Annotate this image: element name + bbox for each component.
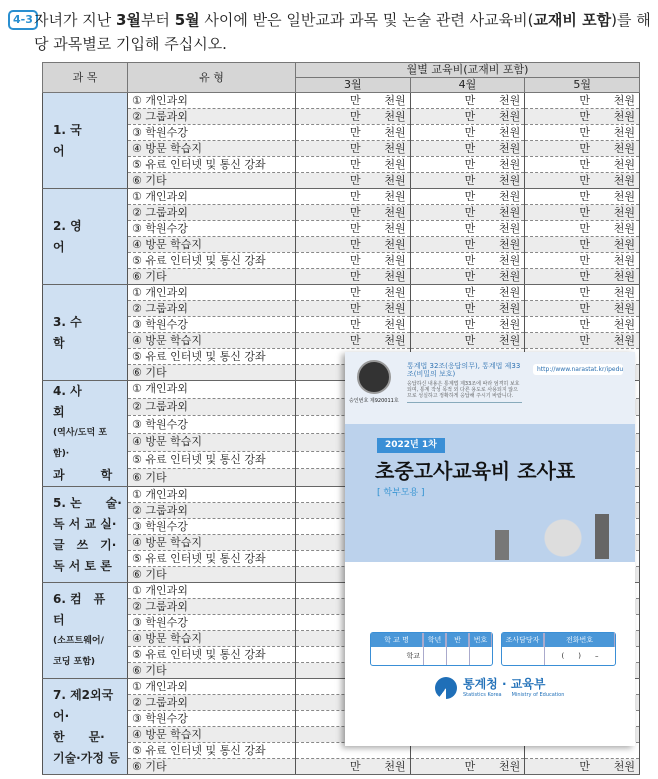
- unit-cheonwon: 천원: [384, 141, 406, 155]
- amount-input[interactable]: [296, 93, 411, 109]
- unit-man: 만: [464, 301, 476, 315]
- table-row: [43, 237, 640, 253]
- type-label: ⑥ 기타: [128, 759, 296, 775]
- subject-cell: [43, 381, 128, 487]
- unit-cheonwon: 천원: [384, 125, 406, 139]
- question-number: 4-3: [8, 10, 38, 30]
- amount-input[interactable]: [525, 285, 640, 301]
- amount-input[interactable]: [410, 221, 525, 237]
- type-label: ⑥ 기타: [128, 469, 296, 487]
- subject-label: (소프트웨어/: [53, 635, 104, 646]
- amount-input[interactable]: [410, 125, 525, 141]
- school-name-value: 학교: [406, 652, 420, 660]
- amount-input[interactable]: [410, 237, 525, 253]
- amount-input[interactable]: [296, 253, 411, 269]
- unit-man: 만: [579, 253, 590, 267]
- unit-cheonwon: 천원: [499, 109, 521, 123]
- surveyor-label: 조사담당자: [502, 633, 544, 647]
- phone-label: 전화번호: [545, 633, 615, 647]
- type-label: ③ 학원수강: [128, 221, 296, 237]
- header-month: 5월: [525, 78, 640, 93]
- unit-man: 만: [579, 125, 590, 139]
- subject-label: (역사/도덕 포함)·: [53, 428, 108, 459]
- url-box: http://www.narastat.kr/ipedu: [533, 364, 623, 375]
- unit-man: 만: [350, 285, 361, 299]
- amount-input[interactable]: [525, 93, 640, 109]
- unit-man: 만: [464, 333, 476, 347]
- subject-label: 4. 사 회: [53, 384, 118, 419]
- type-label: ② 그룹과외: [128, 503, 296, 519]
- unit-cheonwon: 천원: [613, 157, 635, 171]
- unit-man: 만: [464, 317, 476, 331]
- table-row: [43, 109, 640, 125]
- unit-man: 만: [579, 285, 590, 299]
- type-label: ③ 학원수강: [128, 711, 296, 727]
- amount-input[interactable]: [525, 221, 640, 237]
- survey-cover-image: [345, 352, 635, 746]
- unit-cheonwon: 천원: [499, 157, 521, 171]
- unit-man: 만: [350, 221, 361, 235]
- question-text: 자녀가 지난 3월부터 5월 사이에 받은 일반교과 과목 및 논술 관련 사교육비(교재비 포함)를 해당 과목별로 기입해 주십시오.: [34, 11, 651, 53]
- type-label: ⑤ 유료 인터넷 및 통신 강좌: [128, 647, 296, 663]
- amount-input[interactable]: [525, 109, 640, 125]
- subject-cell: [43, 487, 128, 583]
- subject-label: 독 서 교 실·: [53, 516, 117, 531]
- subject-cell: [43, 679, 128, 775]
- amount-input[interactable]: [410, 173, 525, 189]
- taegeuk-icon: [435, 677, 457, 699]
- unit-cheonwon: 천원: [613, 759, 635, 773]
- unit-man: 만: [464, 109, 476, 123]
- unit-cheonwon: 천원: [499, 269, 521, 283]
- amount-input[interactable]: [525, 237, 640, 253]
- unit-man: 만: [579, 333, 590, 347]
- unit-man: 만: [464, 157, 476, 171]
- unit-cheonwon: 천원: [499, 141, 521, 155]
- amount-input[interactable]: [296, 285, 411, 301]
- amount-input[interactable]: [410, 253, 525, 269]
- unit-cheonwon: 천원: [384, 237, 406, 251]
- type-label: ③ 학원수강: [128, 519, 296, 535]
- type-label: ② 그룹과외: [128, 599, 296, 615]
- unit-man: 만: [579, 189, 590, 203]
- amount-input[interactable]: [296, 301, 411, 317]
- amount-input[interactable]: [525, 317, 640, 333]
- amount-input[interactable]: [410, 205, 525, 221]
- amount-input[interactable]: [410, 157, 525, 173]
- type-label: ② 그룹과외: [128, 301, 296, 317]
- type-label: ⑥ 기타: [128, 173, 296, 189]
- type-label: ③ 학원수강: [128, 125, 296, 141]
- subject-label: 6. 컴 퓨 터: [53, 591, 118, 627]
- unit-cheonwon: 천원: [499, 317, 521, 331]
- unit-cheonwon: 천원: [384, 93, 406, 107]
- unit-cheonwon: 천원: [613, 125, 635, 139]
- subject-label: 글 쓰 기·: [53, 537, 117, 552]
- amount-input[interactable]: [296, 109, 411, 125]
- type-label: ④ 방문 학습지: [128, 237, 296, 253]
- subject-cell: [43, 93, 128, 189]
- unit-man: 만: [579, 237, 590, 251]
- subject-label: 7. 제2외국어·: [53, 687, 114, 723]
- amount-input[interactable]: [410, 189, 525, 205]
- type-label: ① 개인과외: [128, 487, 296, 503]
- subject-label: 1. 국 어: [53, 122, 118, 158]
- unit-cheonwon: 천원: [384, 157, 406, 171]
- unit-man: 만: [350, 237, 361, 251]
- unit-man: 만: [579, 93, 590, 107]
- unit-man: 만: [350, 109, 361, 123]
- amount-input[interactable]: [410, 269, 525, 285]
- amount-input[interactable]: [296, 237, 411, 253]
- unit-man: 만: [350, 317, 361, 331]
- type-label: ④ 방문 학습지: [128, 333, 296, 349]
- type-label: ② 그룹과외: [128, 398, 296, 416]
- unit-man: 만: [579, 141, 590, 155]
- unit-man: 만: [464, 221, 476, 235]
- type-label: ⑥ 기타: [128, 365, 296, 381]
- amount-input[interactable]: [296, 157, 411, 173]
- table-row: [43, 93, 640, 109]
- phone-value: ( ) –: [561, 652, 599, 660]
- amount-input[interactable]: [410, 285, 525, 301]
- header-subject: 과 목: [43, 63, 128, 93]
- org-name: 통계청 · 교육부: [463, 677, 546, 691]
- cover-title: 초중고사교육비 조사표: [375, 459, 576, 483]
- subject-label: 과 학: [53, 468, 113, 482]
- unit-cheonwon: 천원: [613, 173, 635, 187]
- unit-cheonwon: 천원: [384, 317, 406, 331]
- amount-input[interactable]: [525, 269, 640, 285]
- unit-cheonwon: 천원: [384, 205, 406, 219]
- amount-input[interactable]: [296, 189, 411, 205]
- subject-label: 독 서 토 론: [53, 558, 112, 573]
- class-label: 반: [447, 633, 469, 647]
- unit-man: 만: [579, 317, 590, 331]
- unit-man: 만: [464, 285, 476, 299]
- unit-man: 만: [350, 189, 361, 203]
- unit-cheonwon: 천원: [613, 237, 635, 251]
- type-label: ③ 학원수강: [128, 615, 296, 631]
- unit-man: 만: [350, 205, 361, 219]
- amount-input[interactable]: [410, 93, 525, 109]
- unit-cheonwon: 천원: [613, 285, 635, 299]
- type-label: ⑤ 유료 인터넷 및 통신 강좌: [128, 743, 296, 759]
- type-label: ⑤ 유료 인터넷 및 통신 강좌: [128, 551, 296, 567]
- org-logo: [435, 677, 564, 699]
- type-label: ② 그룹과외: [128, 109, 296, 125]
- table-row: [43, 301, 640, 317]
- unit-man: 만: [350, 253, 361, 267]
- type-label: ① 개인과외: [128, 381, 296, 399]
- cover-subtitle: [ 학부모용 ]: [377, 488, 425, 498]
- amount-input[interactable]: [410, 141, 525, 157]
- unit-cheonwon: 천원: [499, 221, 521, 235]
- grade-label: 학년: [424, 633, 446, 647]
- type-label: ⑥ 기타: [128, 663, 296, 679]
- notice-text: 응답하신 내용은 통계법 제33조에 따라 엄격히 보호되며, 통계 작성 목적 외 다른 용도로 사용되지 않으므로 성실하고 정확하게 응답해 주시기 바랍니다.: [407, 381, 520, 399]
- unit-man: 만: [464, 253, 476, 267]
- unit-man: 만: [350, 93, 361, 107]
- type-label: ① 개인과외: [128, 189, 296, 205]
- table-row: [43, 189, 640, 205]
- amount-input[interactable]: [296, 317, 411, 333]
- subject-label: 코딩 포함): [53, 656, 96, 667]
- type-label: ② 그룹과외: [128, 205, 296, 221]
- org-en-1: Statistics Korea: [463, 692, 502, 698]
- amount-input[interactable]: [525, 759, 640, 775]
- table-row: [43, 125, 640, 141]
- unit-man: 만: [350, 157, 361, 171]
- type-label: ⑥ 기타: [128, 567, 296, 583]
- law-text: 통계법 32조(응답의무), 통계법 제33조(비밀의 보호): [407, 362, 521, 378]
- unit-man: 만: [350, 173, 361, 187]
- unit-cheonwon: 천원: [613, 269, 635, 283]
- subject-label: 3. 수 학: [53, 314, 118, 350]
- subject-label: 기술·가정 등: [53, 750, 120, 765]
- unit-cheonwon: 천원: [499, 253, 521, 267]
- unit-man: 만: [579, 157, 590, 171]
- number-label: 번호: [470, 633, 492, 647]
- amount-input[interactable]: [525, 301, 640, 317]
- amount-input[interactable]: [525, 205, 640, 221]
- table-row: [43, 205, 640, 221]
- type-label: ⑤ 유료 인터넷 및 통신 강좌: [128, 451, 296, 469]
- unit-man: 만: [464, 93, 476, 107]
- type-label: ④ 방문 학습지: [128, 727, 296, 743]
- unit-man: 만: [579, 301, 590, 315]
- unit-man: 만: [464, 205, 476, 219]
- question: [8, 8, 651, 53]
- subject-label: 2. 영 어: [53, 218, 118, 254]
- seal-text: 승인번호 제920011호: [349, 398, 399, 404]
- header-monthly: 월별 교육비(교재비 포함): [296, 63, 640, 78]
- header-type: 유 형: [128, 63, 296, 93]
- unit-cheonwon: 천원: [499, 759, 521, 773]
- unit-man: 만: [464, 759, 476, 773]
- type-label: ① 개인과외: [128, 679, 296, 695]
- table-row: [43, 221, 640, 237]
- subject-label: 한 문·: [53, 729, 105, 744]
- type-label: ② 그룹과외: [128, 695, 296, 711]
- unit-cheonwon: 천원: [384, 269, 406, 283]
- unit-cheonwon: 천원: [613, 253, 635, 267]
- amount-input[interactable]: [296, 269, 411, 285]
- header-month: 3월: [296, 78, 411, 93]
- unit-cheonwon: 천원: [384, 285, 406, 299]
- students-illustration: [485, 502, 615, 562]
- unit-man: 만: [350, 333, 361, 347]
- type-label: ④ 방문 학습지: [128, 631, 296, 647]
- year-badge: 2022년 1차: [377, 438, 445, 453]
- unit-cheonwon: 천원: [499, 301, 521, 315]
- subject-cell: [43, 189, 128, 285]
- amount-input[interactable]: [296, 125, 411, 141]
- amount-input[interactable]: [525, 333, 640, 349]
- unit-man: 만: [579, 269, 590, 283]
- unit-cheonwon: 천원: [613, 189, 635, 203]
- amount-input[interactable]: [525, 253, 640, 269]
- subject-cell: [43, 285, 128, 381]
- unit-cheonwon: 천원: [499, 93, 521, 107]
- unit-cheonwon: 천원: [384, 173, 406, 187]
- type-label: ① 개인과외: [128, 583, 296, 599]
- unit-man: 만: [464, 141, 476, 155]
- amount-input[interactable]: [410, 759, 525, 775]
- unit-man: 만: [350, 141, 361, 155]
- header-month: 4월: [410, 78, 525, 93]
- unit-cheonwon: 천원: [613, 93, 635, 107]
- amount-input[interactable]: [525, 141, 640, 157]
- type-label: ⑤ 유료 인터넷 및 통신 강좌: [128, 349, 296, 365]
- type-label: ③ 학원수강: [128, 317, 296, 333]
- amount-input[interactable]: [296, 221, 411, 237]
- type-label: ④ 방문 학습지: [128, 535, 296, 551]
- unit-man: 만: [350, 759, 361, 773]
- unit-cheonwon: 천원: [499, 125, 521, 139]
- unit-man: 만: [464, 237, 476, 251]
- amount-input[interactable]: [525, 125, 640, 141]
- unit-cheonwon: 천원: [613, 317, 635, 331]
- surveyor-box: [501, 632, 616, 666]
- amount-input[interactable]: [410, 317, 525, 333]
- unit-man: 만: [579, 221, 590, 235]
- unit-man: 만: [464, 269, 476, 283]
- unit-cheonwon: 천원: [499, 237, 521, 251]
- type-label: ⑥ 기타: [128, 269, 296, 285]
- subject-label: 5. 논 술·: [53, 495, 122, 510]
- amount-input[interactable]: [410, 301, 525, 317]
- org-en-2: Ministry of Education: [511, 692, 565, 698]
- unit-cheonwon: 천원: [499, 285, 521, 299]
- amount-input[interactable]: [525, 173, 640, 189]
- table-row: [43, 317, 640, 333]
- amount-input[interactable]: [525, 157, 640, 173]
- unit-man: 만: [579, 759, 590, 773]
- table-row: [43, 333, 640, 349]
- type-label: ① 개인과외: [128, 93, 296, 109]
- type-label: ⑤ 유료 인터넷 및 통신 강좌: [128, 253, 296, 269]
- unit-cheonwon: 천원: [613, 205, 635, 219]
- type-label: ③ 학원수강: [128, 416, 296, 434]
- table-row: [43, 269, 640, 285]
- amount-input[interactable]: [410, 109, 525, 125]
- school-box: [370, 632, 493, 666]
- unit-cheonwon: 천원: [384, 253, 406, 267]
- type-label: ⑤ 유료 인터넷 및 통신 강좌: [128, 157, 296, 173]
- table-row: [43, 253, 640, 269]
- amount-input[interactable]: [525, 189, 640, 205]
- unit-man: 만: [350, 125, 361, 139]
- unit-cheonwon: 천원: [613, 109, 635, 123]
- type-label: ④ 방문 학습지: [128, 433, 296, 451]
- amount-input[interactable]: [296, 333, 411, 349]
- unit-man: 만: [464, 125, 476, 139]
- unit-cheonwon: 천원: [613, 333, 635, 347]
- unit-cheonwon: 천원: [613, 221, 635, 235]
- unit-cheonwon: 천원: [499, 205, 521, 219]
- unit-cheonwon: 천원: [613, 141, 635, 155]
- table-row: [43, 157, 640, 173]
- unit-man: 만: [350, 269, 361, 283]
- school-name-label: 학 교 명: [371, 633, 423, 647]
- unit-man: 만: [579, 205, 590, 219]
- unit-cheonwon: 천원: [499, 173, 521, 187]
- unit-cheonwon: 천원: [384, 759, 406, 773]
- table-row: [43, 759, 640, 775]
- unit-cheonwon: 천원: [384, 109, 406, 123]
- unit-man: 만: [579, 109, 590, 123]
- type-label: ① 개인과외: [128, 285, 296, 301]
- unit-cheonwon: 천원: [384, 189, 406, 203]
- amount-input[interactable]: [296, 141, 411, 157]
- unit-man: 만: [350, 301, 361, 315]
- table-row: [43, 141, 640, 157]
- subject-cell: [43, 583, 128, 679]
- unit-cheonwon: 천원: [613, 301, 635, 315]
- unit-man: 만: [464, 189, 476, 203]
- unit-cheonwon: 천원: [499, 333, 521, 347]
- amount-input[interactable]: [410, 333, 525, 349]
- type-label: ④ 방문 학습지: [128, 141, 296, 157]
- table-row: [43, 173, 640, 189]
- unit-cheonwon: 천원: [384, 301, 406, 315]
- amount-input[interactable]: [296, 173, 411, 189]
- unit-man: 만: [464, 173, 476, 187]
- unit-cheonwon: 천원: [499, 189, 521, 203]
- amount-input[interactable]: [296, 205, 411, 221]
- table-row: [43, 285, 640, 301]
- unit-man: 만: [579, 173, 590, 187]
- amount-input[interactable]: [296, 759, 411, 775]
- seal-logo: [357, 360, 391, 394]
- unit-cheonwon: 천원: [384, 333, 406, 347]
- unit-cheonwon: 천원: [384, 221, 406, 235]
